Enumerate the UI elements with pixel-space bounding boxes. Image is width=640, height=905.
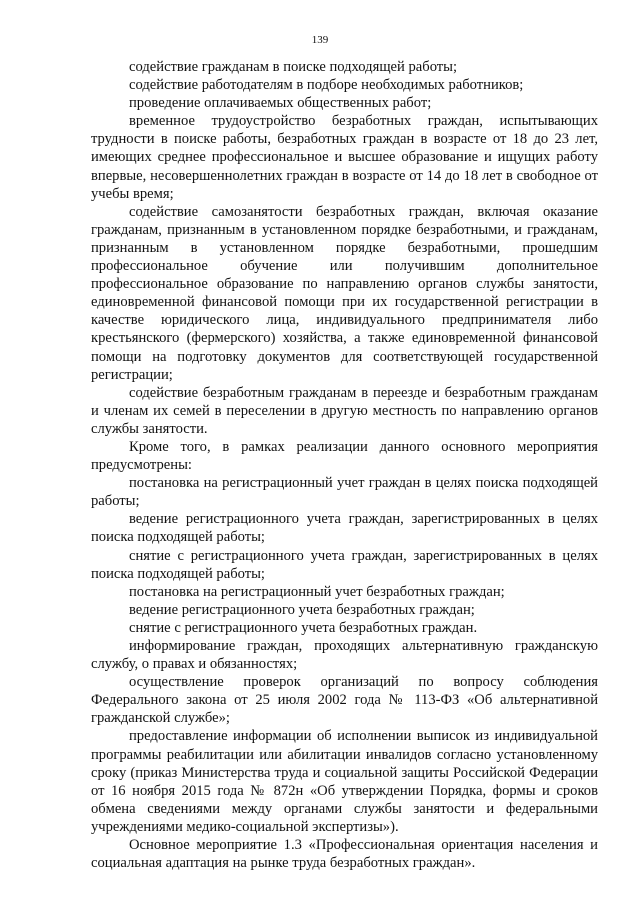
body-text — [91, 58, 598, 872]
paragraph: информирование граждан, проходящих альтернативную гражданскую службу, о правах и обязанностях; — [91, 638, 598, 673]
paragraph: ведение регистрационного учета граждан, зарегистрированных в целях поиска подходящей работы; — [91, 511, 598, 546]
paragraph: временное трудоустройство безработных граждан, испытывающих трудности в поиске работы, безработных граждан в возрасте от 18 до 23 лет, имеющих среднее профессиональное и высшее образование и ищущих работу впервые, несовершеннолетних граждан в возрасте от 14 до 18 лет в свободное от учебы время; — [91, 113, 598, 202]
paragraph: содействие гражданам в поиске подходящей работы; — [129, 59, 458, 75]
paragraph: предоставление информации об исполнении выписок из индивидуальной программы реабилитации или абилитации инвалидов согласно установленному сроку (приказ Министерства труда и социальной защиты Российской Федерации от 16 ноября 2015 года № 872н «Об утверждении Порядка, формы и сроков обмена сведениями между органами службы занятости и федеральными учреждениями медико-социальной экспертизы»). — [91, 728, 598, 835]
paragraph: осуществление проверок организаций по вопросу соблюдения Федерального закона от 25 июля 2002 года № 113-ФЗ «Об альтернативной гражданской службе»; — [91, 674, 598, 727]
paragraph: постановка на регистрационный учет граждан в целях поиска подходящей работы; — [91, 475, 598, 510]
paragraph: содействие работодателям в подборе необходимых работников; — [129, 77, 524, 94]
page-number: 139 — [311, 34, 329, 46]
paragraph: содействие самозанятости безработных граждан, включая оказание гражданам, признанным в установленном порядке безработными, и гражданам, признанным в установленном порядке безработными, прошедшим профессиональное обучение или получившим дополнительное профессиональное образование по направлению органов службы занятости, единовременной финансовой помощи при их государственной регистрации в качестве юридического лица, индивидуального предпринимателя либо крестьянского (фермерского) хозяйства, а также единовременной финансовой помощи на подготовку документов для соответствующей государственной регистрации; — [91, 203, 598, 383]
paragraph: снятие с регистрационного учета граждан, зарегистрированных в целях поиска подходящей работы; — [91, 547, 598, 582]
paragraph: проведение оплачиваемых общественных работ; — [129, 95, 432, 112]
paragraph: содействие безработным гражданам в переезде и безработным гражданам и членам их семей в переселении в другую местность по направлению органов службы занятости. — [91, 384, 598, 437]
paragraph: постановка на регистрационный учет безработных граждан; — [129, 583, 505, 600]
paragraph: Основное мероприятие 1.3 «Профессиональная ориентация населения и социальная адаптация на рынке труда безработных граждан». — [91, 837, 598, 872]
paragraph: снятие с регистрационного учета безработных граждан. — [129, 619, 478, 636]
paragraph: ведение регистрационного учета безработных граждан; — [129, 601, 475, 618]
paragraph: Кроме того, в рамках реализации данного основного мероприятия предусмотрены: — [91, 438, 598, 474]
